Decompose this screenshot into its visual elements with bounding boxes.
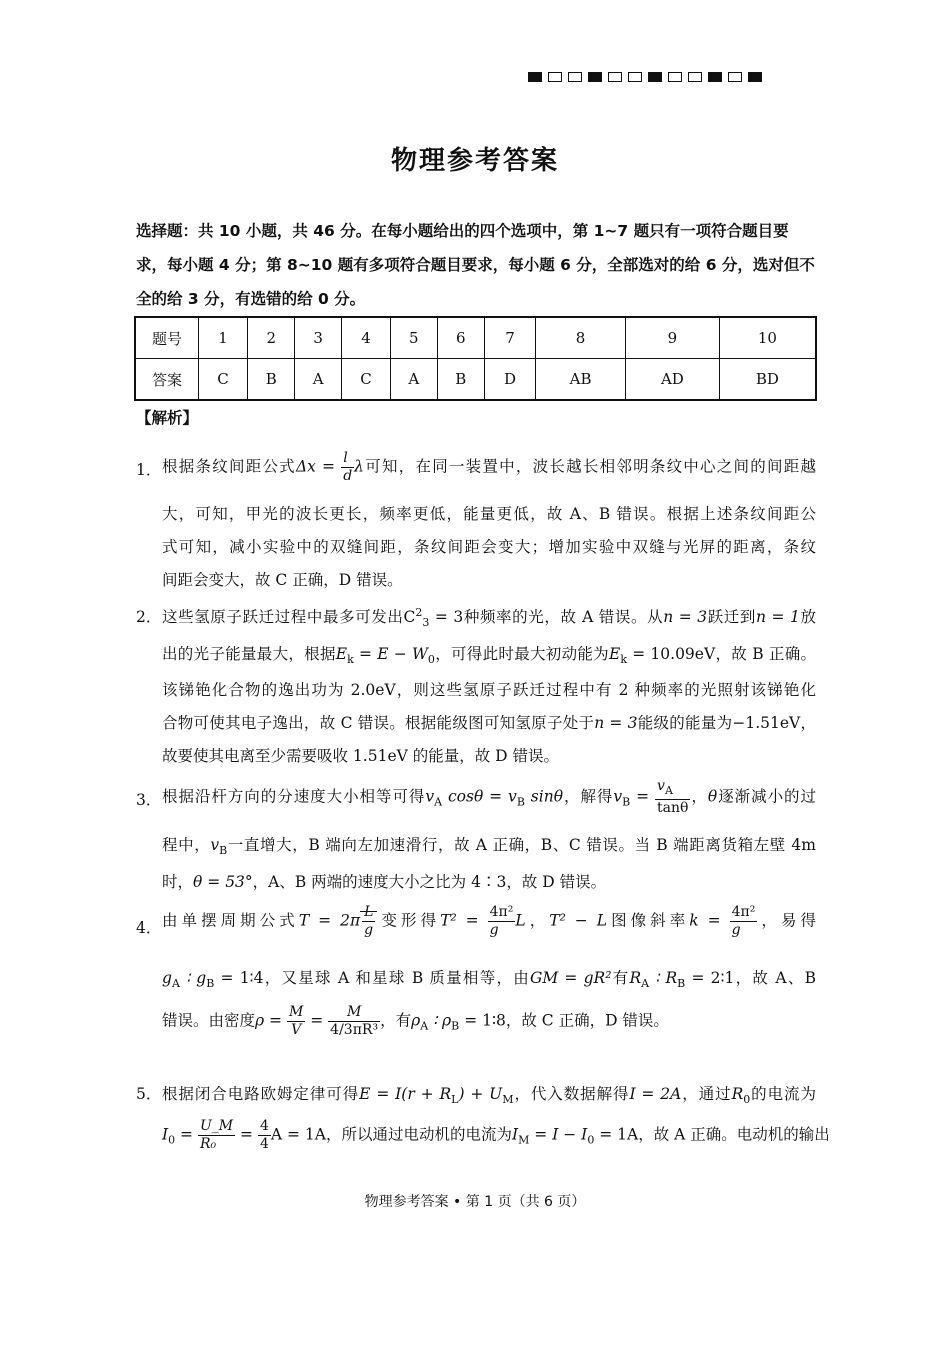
question-number-cell: 10 xyxy=(719,317,816,359)
subscript: B xyxy=(219,844,228,858)
solution-line: 式可知，减小实验中的双缝间距，条纹间距会变大；增加实验中双缝与光屏的距离，条纹 xyxy=(162,538,816,556)
formula: ∶ R xyxy=(649,969,678,987)
text: 可知，在同一装置中，波长越长相邻明条纹中心之间的间距越 xyxy=(364,457,816,476)
text: 种频率的光，故 A 错误。从 xyxy=(463,608,664,626)
denominator: 4 xyxy=(259,1136,269,1152)
numerator: 4π² xyxy=(489,904,514,920)
text: 图像斜率 xyxy=(607,911,690,930)
fraction xyxy=(730,904,758,939)
header-mark xyxy=(628,72,642,82)
denominator: d xyxy=(343,468,353,484)
text: ，有 xyxy=(380,1011,412,1030)
answer-cell: C xyxy=(199,359,248,401)
header-mark xyxy=(588,72,602,82)
text: ，故 B 正确。 xyxy=(715,645,816,663)
formula: I = 2A xyxy=(629,1085,682,1103)
subscript: M xyxy=(518,1133,530,1147)
fraction xyxy=(488,904,516,939)
formula: I xyxy=(511,1125,519,1144)
text: 有 xyxy=(611,969,630,987)
header-marks xyxy=(528,72,762,82)
formula: E = I(r + R xyxy=(359,1085,452,1103)
page-footer: 物理参考答案 • 第 1 页（共 6 页） xyxy=(364,1194,586,1210)
answer-cell: AB xyxy=(536,359,626,401)
text: 一直增大，B 端向左加速滑行，故 A 正确，B、C 错误。当 B 端距离货箱左壁 4m xyxy=(227,836,816,854)
header-mark xyxy=(728,72,742,82)
subscript: 3 xyxy=(422,616,430,630)
subscript: k xyxy=(620,653,627,667)
denominator: V xyxy=(291,1022,302,1038)
solution-number: 2． xyxy=(136,608,162,626)
text: 变形得 xyxy=(377,911,441,930)
answer-cell: B xyxy=(437,359,484,401)
denominator: g xyxy=(364,922,374,938)
formula: = xyxy=(305,1011,329,1030)
subscript: 0 xyxy=(168,1133,176,1147)
question-number-cell: 3 xyxy=(295,317,342,359)
header-mark xyxy=(568,72,582,82)
denominator: tanθ xyxy=(657,799,689,816)
answer-cell: D xyxy=(484,359,535,401)
formula: L xyxy=(515,911,526,930)
solution-line: 该锑铯化合物的逸出功为 2.0eV，则这些氢原子跃迁过程中有 2 种频率的光照射该锑铯化 xyxy=(162,681,816,699)
fraction xyxy=(341,450,354,485)
text: 时， xyxy=(162,873,194,891)
formula: k = xyxy=(689,911,730,930)
text: ， xyxy=(690,787,708,806)
formula: I xyxy=(162,1125,169,1144)
subscript: A xyxy=(434,795,443,809)
numerator: M xyxy=(288,1004,304,1020)
denominator: g xyxy=(731,922,741,938)
solution-number: 1． xyxy=(136,461,162,479)
formula: T² = xyxy=(440,911,488,930)
formula: = I − I xyxy=(529,1125,588,1144)
formula: = 3 xyxy=(429,608,464,626)
subscript: B xyxy=(451,1019,460,1033)
solution-line xyxy=(162,833,816,857)
subscript: B xyxy=(677,977,686,991)
solution-number: 3． xyxy=(136,791,162,809)
numerator: l xyxy=(343,450,348,466)
formula: GM = gR² xyxy=(529,969,612,987)
text: 能级的能量为−1.51eV， xyxy=(637,714,817,732)
text: ，A、B 两端的速度大小之比为 4∶3，故 D 错误。 xyxy=(252,873,607,891)
formula: sinθ xyxy=(524,787,564,806)
numerator: v xyxy=(657,778,665,794)
numerator: 4 xyxy=(259,1118,269,1134)
header-mark xyxy=(528,72,542,82)
text: 根据条纹间距公式 xyxy=(162,457,296,476)
header-mark xyxy=(648,72,662,82)
denominator: g xyxy=(489,922,499,938)
solution-line xyxy=(162,642,816,666)
text: 根据沿杆方向的分速度大小相等可得 xyxy=(162,787,426,806)
solution-5 xyxy=(136,1082,830,1172)
text: ，解得 xyxy=(563,787,614,806)
solution-line xyxy=(162,904,816,939)
subscript: A xyxy=(664,783,673,797)
text: ，所以通过电动机的电流为 xyxy=(325,1125,512,1144)
formula: = 1A xyxy=(594,1125,639,1144)
header-mark xyxy=(708,72,722,82)
denominator: 4/3πR³ xyxy=(330,1022,379,1038)
text: ，可得此时最大初动能为 xyxy=(434,645,609,663)
subscript: 0 xyxy=(427,653,435,667)
solution-line xyxy=(162,711,816,733)
text: 根据闭合电路欧姆定律可得 xyxy=(162,1085,360,1103)
formula: θ xyxy=(707,787,718,806)
subscript: A xyxy=(641,977,650,991)
text: ，易得 xyxy=(757,911,816,930)
formula: E xyxy=(335,645,348,663)
header-mark xyxy=(608,72,622,82)
solution-3 xyxy=(136,778,816,898)
subscript: B xyxy=(206,977,215,991)
fraction xyxy=(287,1004,305,1039)
text: 合物可使其电子逸出，故 C 错误。根据能级图可知氢原子处于 xyxy=(162,714,595,732)
solution-line: 故要使其电离至少需要吸收 1.51eV 的能量，故 D 错误。 xyxy=(162,747,560,765)
numerator: 4π² xyxy=(731,904,756,920)
solution-2 xyxy=(136,605,816,770)
solution-line xyxy=(162,1004,816,1039)
formula: cosθ = v xyxy=(442,787,517,806)
solution-number: 5． xyxy=(136,1085,162,1103)
answer-cell: A xyxy=(295,359,342,401)
answer-cell: B xyxy=(248,359,295,401)
formula: n = 3 xyxy=(663,608,708,626)
fraction xyxy=(655,778,690,817)
question-number-cell: 2 xyxy=(248,317,295,359)
formula: θ = 53° xyxy=(193,873,253,891)
text: 出的光子能量最大，根据 xyxy=(162,645,336,663)
solution-line: 间距会变大，故 C 正确，D 错误。 xyxy=(162,571,403,589)
text: 错误。由密度 xyxy=(162,1011,256,1030)
text: ， xyxy=(525,911,550,930)
formula: C xyxy=(403,608,416,626)
text: ，故 A 正确。电动机的输出 xyxy=(638,1125,830,1144)
subscript: A xyxy=(171,977,180,991)
formula: = xyxy=(630,787,656,806)
text: 放 xyxy=(799,608,816,626)
subscript: B xyxy=(622,795,631,809)
solution-line xyxy=(162,1082,816,1106)
formula: ρ = xyxy=(255,1011,287,1030)
answer-cell: C xyxy=(341,359,390,401)
fraction xyxy=(328,1004,380,1039)
table-row xyxy=(135,359,816,401)
analysis-heading: 【解析】 xyxy=(136,409,199,427)
formula: λ xyxy=(354,457,364,476)
solution-4 xyxy=(136,904,816,1064)
text: 跃迁到 xyxy=(707,608,756,626)
solution-number: 4． xyxy=(136,919,162,937)
question-number-cell: 5 xyxy=(391,317,438,359)
formula: R xyxy=(629,969,642,987)
formula: = 10.09eV xyxy=(626,645,716,663)
formula: T² − L xyxy=(549,911,608,930)
formula: Δx = xyxy=(295,457,342,476)
formula: E xyxy=(608,645,621,663)
page-title: 物理参考答案 xyxy=(390,146,559,176)
superscript: 2 xyxy=(415,605,423,619)
subscript: A xyxy=(420,1019,429,1033)
numerator: L xyxy=(364,904,374,920)
text: = 2∶1，故 A、B xyxy=(685,969,816,987)
formula: ∶ ρ xyxy=(428,1011,452,1030)
formula: ) + U xyxy=(458,1085,503,1103)
intro-paragraph: 选择题：共 10 小题，共 46 分。在每小题给出的四个选项中，第 1~7 题只有一项符合题目要求，每小题 4 分；第 8~10 题有多项符合题目要求，每小题 6 分，全部选对的给 6 分，选对但不全的给 3 分，有选错的给 0 分。 xyxy=(136,222,815,308)
formula: v xyxy=(210,836,220,854)
header-mark xyxy=(548,72,562,82)
fraction xyxy=(198,1118,235,1153)
header-mark xyxy=(748,72,762,82)
formula: ρ xyxy=(411,1011,421,1030)
subscript: B xyxy=(516,795,525,809)
formula: A = 1A xyxy=(270,1125,326,1144)
numerator: M xyxy=(346,1004,362,1020)
fraction xyxy=(258,1118,271,1153)
formula: = xyxy=(175,1125,198,1144)
square-root xyxy=(360,904,377,938)
text: 由单摆周期公式 xyxy=(162,911,299,930)
text: ，代入数据解得 xyxy=(513,1085,630,1103)
subscript: M xyxy=(502,1093,514,1107)
formula: g xyxy=(162,969,172,987)
question-number-cell: 1 xyxy=(199,317,248,359)
question-number-cell: 7 xyxy=(484,317,535,359)
header-mark xyxy=(668,72,682,82)
formula: = E − W xyxy=(353,645,428,663)
text: 逐渐减小的过 xyxy=(717,787,817,806)
text: ，通过 xyxy=(681,1085,732,1103)
text: 的电流为 xyxy=(750,1085,816,1103)
table-row xyxy=(135,317,816,359)
text: 这些氢原子跃迁过程中最多可发出 xyxy=(162,608,404,626)
solution-1 xyxy=(136,450,816,590)
question-number-cell: 6 xyxy=(437,317,484,359)
header-mark xyxy=(688,72,702,82)
fraction xyxy=(362,904,375,939)
answer-cell: BD xyxy=(719,359,816,401)
formula: T = 2π xyxy=(298,911,361,930)
formula: R xyxy=(731,1085,744,1103)
solution-line xyxy=(162,450,816,485)
question-number-cell: 8 xyxy=(536,317,626,359)
answer-cell: A xyxy=(391,359,438,401)
solution-line xyxy=(162,966,816,990)
text: = 1∶4，又星球 A 和星球 B 质量相等，由 xyxy=(214,969,530,987)
text: 程中， xyxy=(162,836,211,854)
numerator: U_M xyxy=(199,1118,234,1134)
question-number-cell: 4 xyxy=(341,317,390,359)
formula: n = 1 xyxy=(756,608,800,626)
formula: = xyxy=(235,1125,258,1144)
subscript: 0 xyxy=(743,1093,751,1107)
answer-cell: AD xyxy=(626,359,720,401)
formula: n = 3 xyxy=(594,714,638,732)
question-number-cell: 9 xyxy=(626,317,720,359)
solution-line xyxy=(162,778,816,817)
subscript: k xyxy=(347,653,354,667)
subscript: 0 xyxy=(587,1133,595,1147)
formula: ∶ g xyxy=(179,969,207,987)
solution-line xyxy=(162,1118,830,1153)
solution-line xyxy=(162,870,816,892)
solution-line: 大，可知，甲光的波长更长，频率更低，能量更低，故 A、B 错误。根据上述条纹间距公 xyxy=(162,505,816,523)
denominator: R₀ xyxy=(199,1136,217,1152)
formula: v xyxy=(613,787,623,806)
table-header-cell: 答案 xyxy=(135,359,199,401)
answer-table xyxy=(134,316,817,401)
table-header-cell: 题号 xyxy=(135,317,199,359)
formula: v xyxy=(425,787,435,806)
solution-line xyxy=(162,605,816,629)
subscript: L xyxy=(451,1093,459,1107)
text: = 1∶8，故 C 正确，D 错误。 xyxy=(459,1011,669,1030)
